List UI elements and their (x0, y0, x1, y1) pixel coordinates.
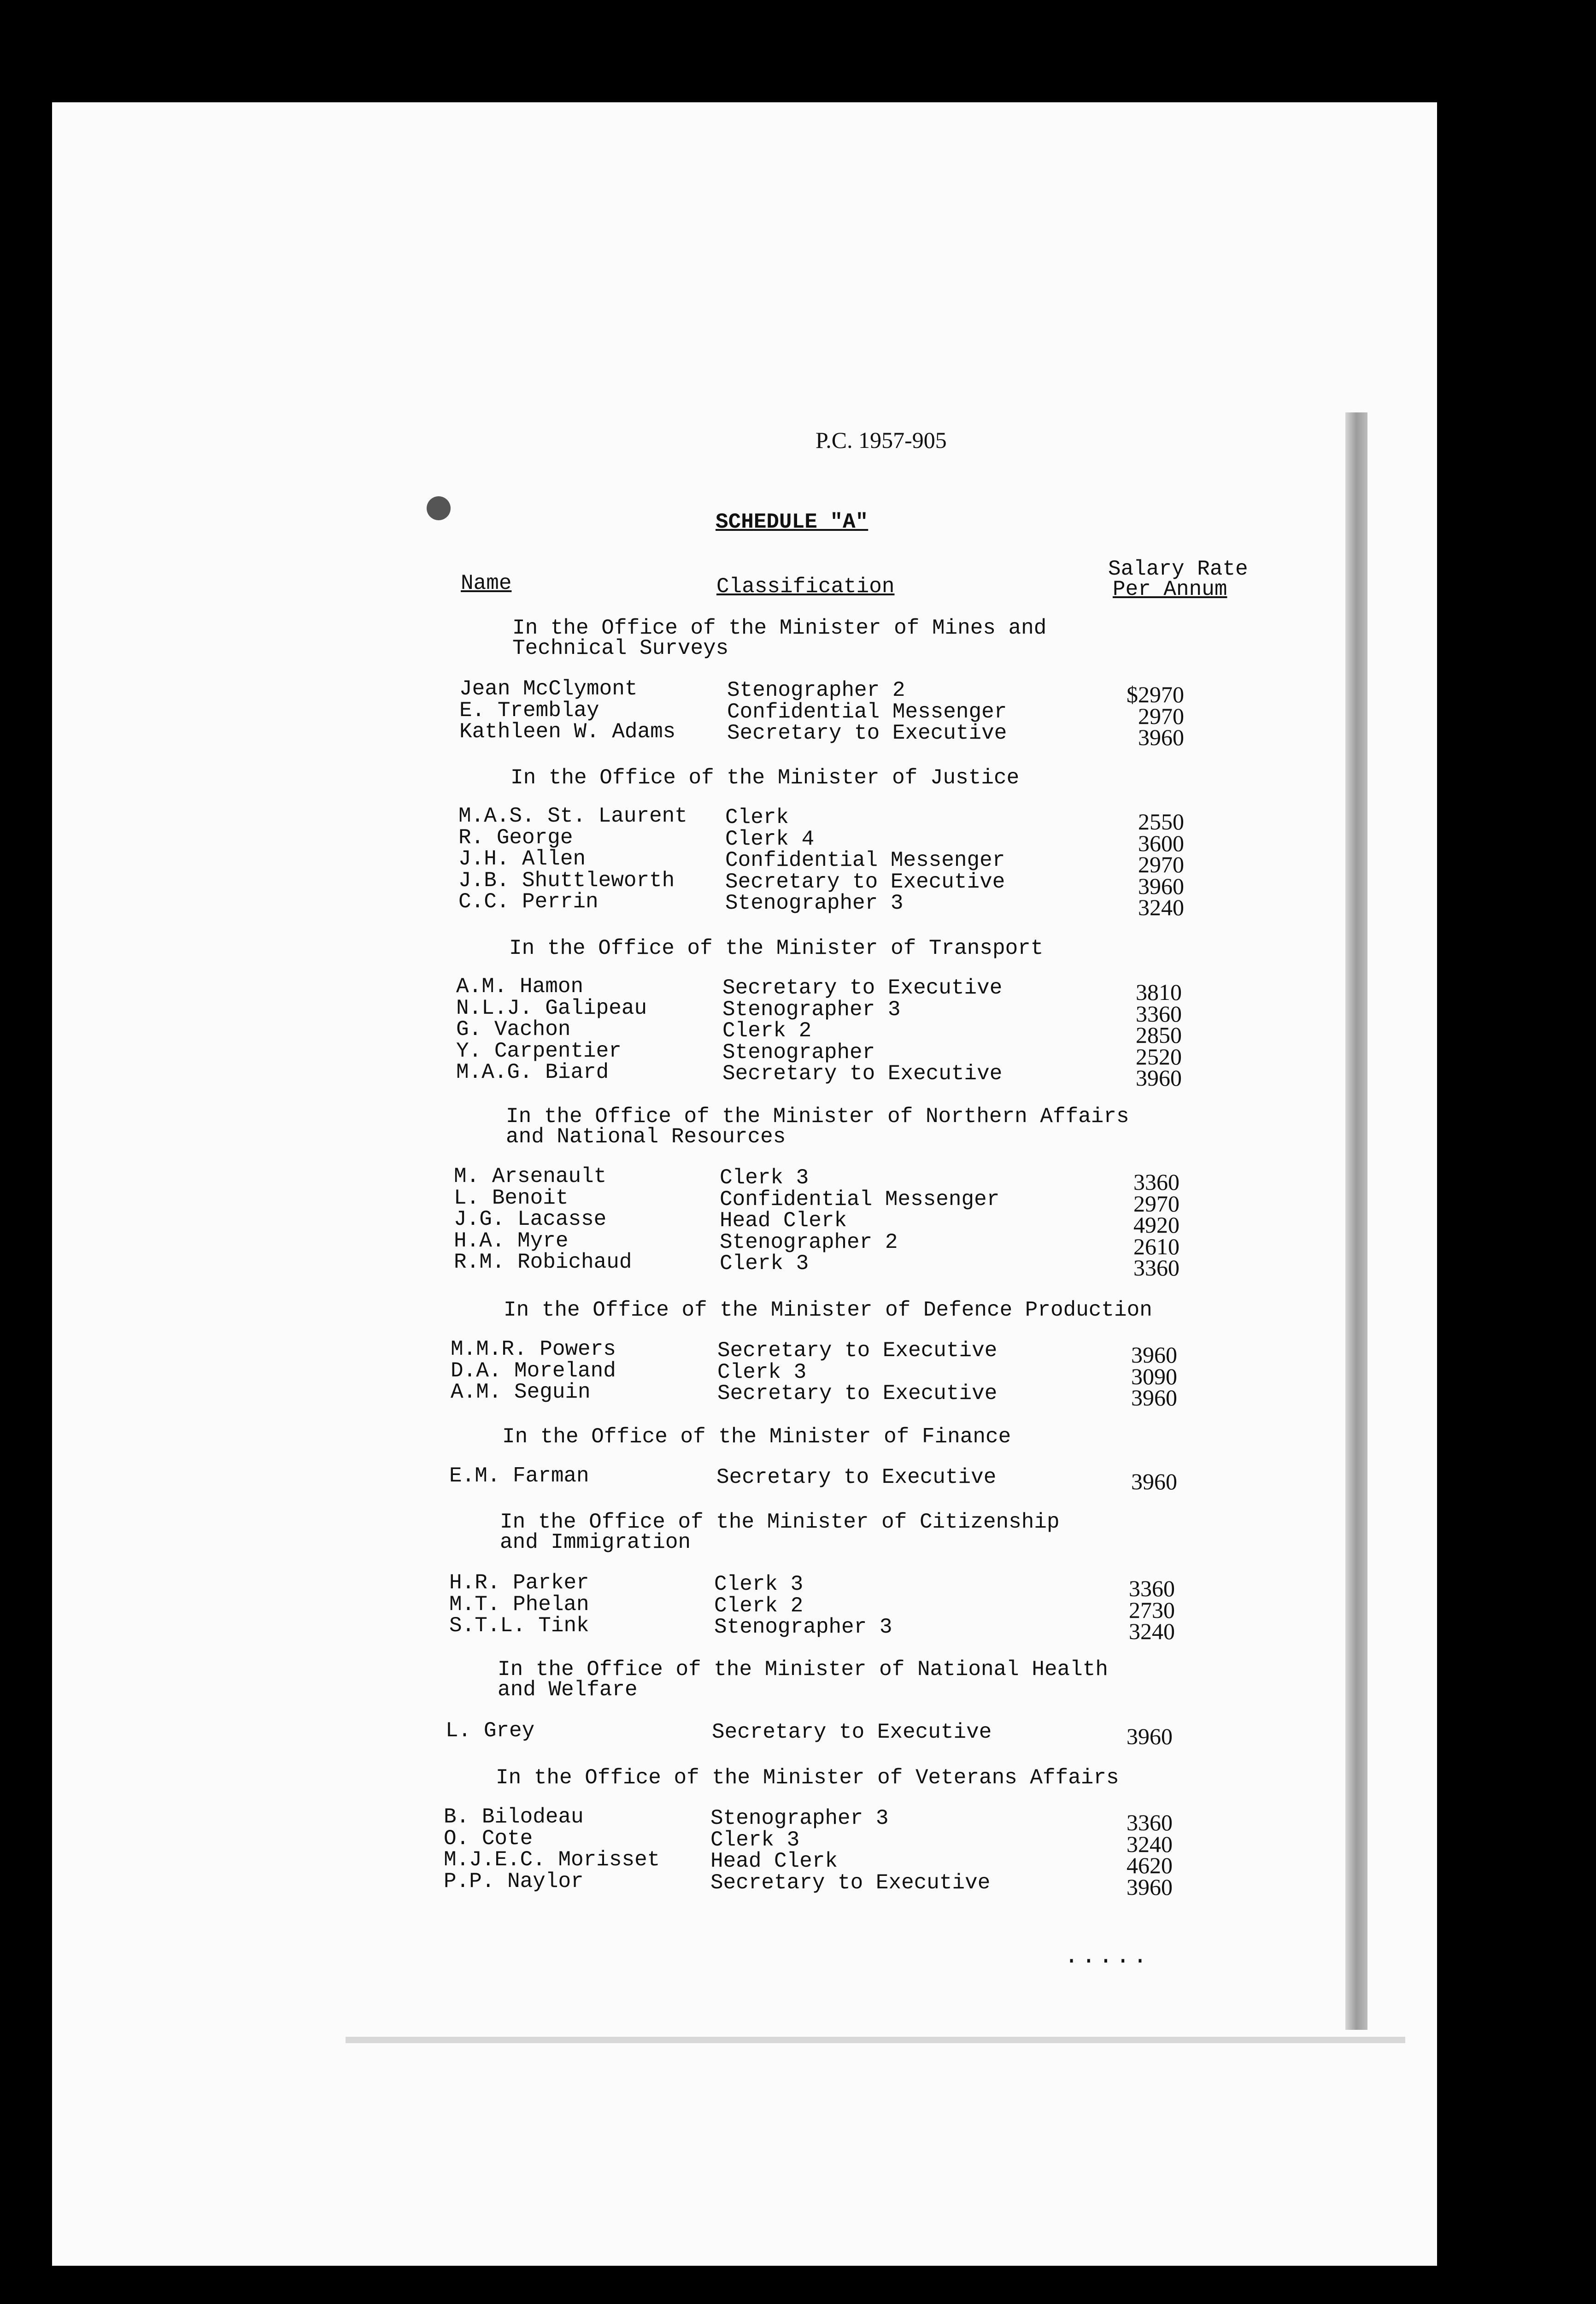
employee-name: D.A. Moreland (451, 1358, 616, 1383)
employee-classification: Stenographer 3 (714, 1615, 892, 1639)
employee-salary: 3960 (1127, 1874, 1173, 1900)
employee-salary: 2970 (1133, 1190, 1179, 1217)
employee-classification: Confidential Messenger (727, 699, 1007, 724)
employee-classification: Clerk 4 (725, 827, 815, 851)
employee-name: Jean McClymont (459, 677, 638, 701)
employee-name: J.H. Allen (458, 847, 586, 871)
employee-name: S.T.L. Tink (449, 1614, 589, 1638)
employee-salary: 3360 (1129, 1575, 1175, 1601)
employee-salary: 2970 (1138, 703, 1184, 729)
section-heading: In the Office of the Minister of Mines and (512, 616, 1047, 640)
name-column-header: Name (461, 571, 512, 595)
employee-classification: Secretary to Executive (717, 1339, 998, 1363)
schedule-title: SCHEDULE "A" (716, 510, 868, 534)
employee-classification: Head Clerk (710, 1849, 838, 1873)
employee-salary: 2550 (1138, 809, 1184, 835)
employee-salary: 3360 (1127, 1810, 1173, 1835)
section-heading: In the Office of the Minister of Finance (502, 1425, 1011, 1449)
employee-classification: Secretary to Executive (710, 1870, 991, 1895)
employee-name: M.A.S. St. Laurent (458, 804, 687, 828)
employee-classification: Stenographer 3 (725, 891, 904, 915)
employee-name: P.P. Naylor (444, 1869, 584, 1893)
employee-classification: Clerk 3 (710, 1828, 800, 1852)
employee-name: M.J.E.C. Morisset (444, 1848, 660, 1872)
employee-salary: 3960 (1131, 1342, 1177, 1368)
employee-salary: 3240 (1127, 1831, 1173, 1857)
section-heading: In the Office of the Minister of Citizenship (500, 1510, 1060, 1534)
employee-classification: Stenographer 2 (720, 1230, 898, 1254)
employee-salary: 3960 (1136, 1065, 1182, 1091)
employee-name: E.M. Farman (449, 1464, 589, 1488)
employee-salary: 3960 (1138, 873, 1184, 899)
salary-column-header-line1: Salary Rate (1108, 557, 1248, 581)
employee-salary: 2970 (1138, 852, 1184, 877)
employee-name: H.R. Parker (449, 1571, 589, 1595)
employee-salary: 3960 (1131, 1469, 1177, 1494)
employee-salary: 3360 (1133, 1255, 1179, 1281)
section-heading: In the Office of the Minister of Defence Production (504, 1298, 1152, 1322)
employee-salary: 3360 (1133, 1169, 1179, 1195)
employee-salary: 2730 (1129, 1597, 1175, 1623)
employee-classification: Clerk 3 (720, 1252, 809, 1275)
employee-classification: Clerk 2 (714, 1593, 804, 1618)
employee-name: M.M.R. Powers (451, 1337, 616, 1361)
employee-salary: 4620 (1127, 1852, 1173, 1878)
employee-classification: Confidential Messenger (725, 848, 1005, 872)
employee-classification: Clerk (725, 805, 789, 829)
employee-classification: Clerk 2 (722, 1019, 812, 1043)
employee-classification: Clerk 3 (714, 1572, 804, 1596)
employee-salary: 3810 (1136, 979, 1182, 1005)
employee-classification: Secretary to Executive (717, 1381, 998, 1405)
employee-salary: 3960 (1131, 1385, 1177, 1411)
scan-smudge (346, 2037, 1405, 2043)
employee-name: O. Cote (444, 1826, 533, 1851)
section-heading: In the Office of the Minister of Veterans Affairs (496, 1766, 1119, 1790)
employee-name: H.A. Myre (454, 1228, 569, 1253)
employee-salary: 3600 (1138, 830, 1184, 856)
employee-name: M. Arsenault (454, 1164, 607, 1188)
employee-classification: Secretary to Executive (722, 976, 1003, 1000)
employee-classification: Confidential Messenger (720, 1187, 1000, 1211)
employee-classification: Secretary to Executive (722, 1062, 1003, 1086)
section-heading-continued: Technical Surveys (512, 636, 729, 660)
employee-name: N.L.J. Galipeau (456, 996, 647, 1020)
employee-classification: Secretary to Executive (727, 721, 1007, 745)
employee-name: B. Bilodeau (444, 1805, 584, 1829)
employee-name: M.A.G. Biard (456, 1060, 609, 1084)
employee-name: R. George (458, 825, 573, 850)
employee-name: A.M. Seguin (451, 1380, 591, 1404)
employee-name: M.T. Phelan (449, 1592, 589, 1616)
classification-column-header: Classification (716, 575, 895, 599)
employee-name: C.C. Perrin (458, 890, 598, 914)
employee-name: L. Grey (446, 1719, 535, 1743)
employee-salary: 3090 (1131, 1363, 1177, 1389)
scan-shadow (1345, 412, 1367, 2030)
section-heading: In the Office of the Minister of Justice (510, 766, 1020, 790)
employee-name: A.M. Hamon (456, 975, 584, 999)
document-reference: P.C. 1957-905 (816, 427, 947, 453)
employee-salary: 4920 (1133, 1212, 1179, 1238)
employee-name: G. Vachon (456, 1017, 571, 1041)
employee-salary: 3960 (1127, 1723, 1173, 1749)
section-heading-continued: and Welfare (498, 1678, 638, 1702)
employee-name: J.B. Shuttleworth (458, 868, 675, 893)
salary-column-header-line2: Per Annum (1113, 577, 1227, 601)
employee-salary: 3240 (1138, 894, 1184, 920)
employee-salary: 3360 (1136, 1000, 1182, 1027)
punch-hole (427, 496, 451, 520)
employee-classification: Secretary to Executive (712, 1720, 992, 1744)
employee-salary: 2610 (1133, 1233, 1179, 1259)
employee-salary: 3960 (1138, 724, 1184, 750)
section-heading: In the Office of the Minister of Northern Affairs (506, 1105, 1129, 1128)
employee-classification: Stenographer 3 (710, 1806, 889, 1830)
employee-classification: Secretary to Executive (725, 870, 1005, 894)
employee-name: L. Benoit (454, 1186, 569, 1210)
employee-classification: Clerk 3 (720, 1166, 809, 1190)
employee-classification: Secretary to Executive (716, 1465, 997, 1489)
employee-salary: 3240 (1129, 1618, 1175, 1644)
employee-name: R.M. Robichaud (454, 1250, 632, 1274)
employee-salary: 2850 (1136, 1022, 1182, 1048)
employee-classification: Stenographer 3 (722, 997, 901, 1022)
employee-salary: $2970 (1127, 682, 1184, 707)
employee-classification: Stenographer (722, 1040, 875, 1064)
employee-name: Y. Carpentier (456, 1039, 622, 1063)
employee-name: E. Tremblay (459, 698, 599, 723)
employee-classification: Clerk 3 (717, 1360, 807, 1384)
section-heading: In the Office of the Minister of Transport (509, 936, 1044, 960)
continuation-dots: ..... (1064, 1943, 1150, 1970)
section-heading-continued: and Immigration (500, 1530, 691, 1554)
section-heading: In the Office of the Minister of National Health (498, 1657, 1109, 1681)
employee-classification: Head Clerk (720, 1209, 847, 1233)
employee-name: Kathleen W. Adams (459, 720, 676, 744)
employee-classification: Stenographer 2 (727, 678, 905, 702)
employee-salary: 2520 (1136, 1043, 1182, 1070)
section-heading-continued: and National Resources (506, 1125, 786, 1149)
employee-name: J.G. Lacasse (454, 1207, 607, 1231)
